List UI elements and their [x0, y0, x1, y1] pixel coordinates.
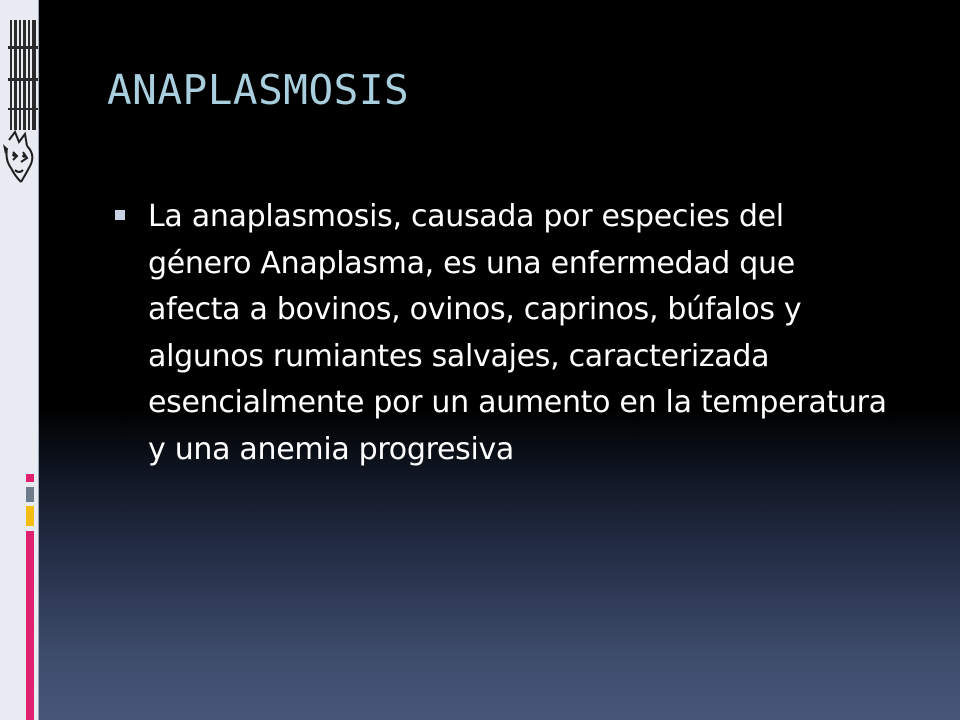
pink-accent-tick	[26, 474, 34, 482]
yellow-accent-tick	[26, 506, 34, 526]
content-panel	[39, 0, 960, 720]
bullet-list	[115, 194, 895, 473]
list-item	[115, 194, 895, 473]
bullet-text: La anaplasmosis, causada por especies del género Anaplasma, es una enfermedad que afecta a bovinos, ovinos, caprinos, búfalos y algunos rumiantes salvajes, caracterizada esencialmente por un aumento en la temperatura y una anemia progresiva	[148, 199, 887, 467]
left-decor-strip	[0, 0, 39, 720]
window-panes-icon	[8, 16, 38, 134]
square-bullet-icon	[115, 210, 125, 220]
animal-sketch-icon	[1, 130, 39, 188]
pink-accent-bar	[26, 531, 34, 720]
gray-accent-tick	[26, 487, 34, 502]
slide-title: ANAPLASMOSIS	[107, 66, 410, 114]
